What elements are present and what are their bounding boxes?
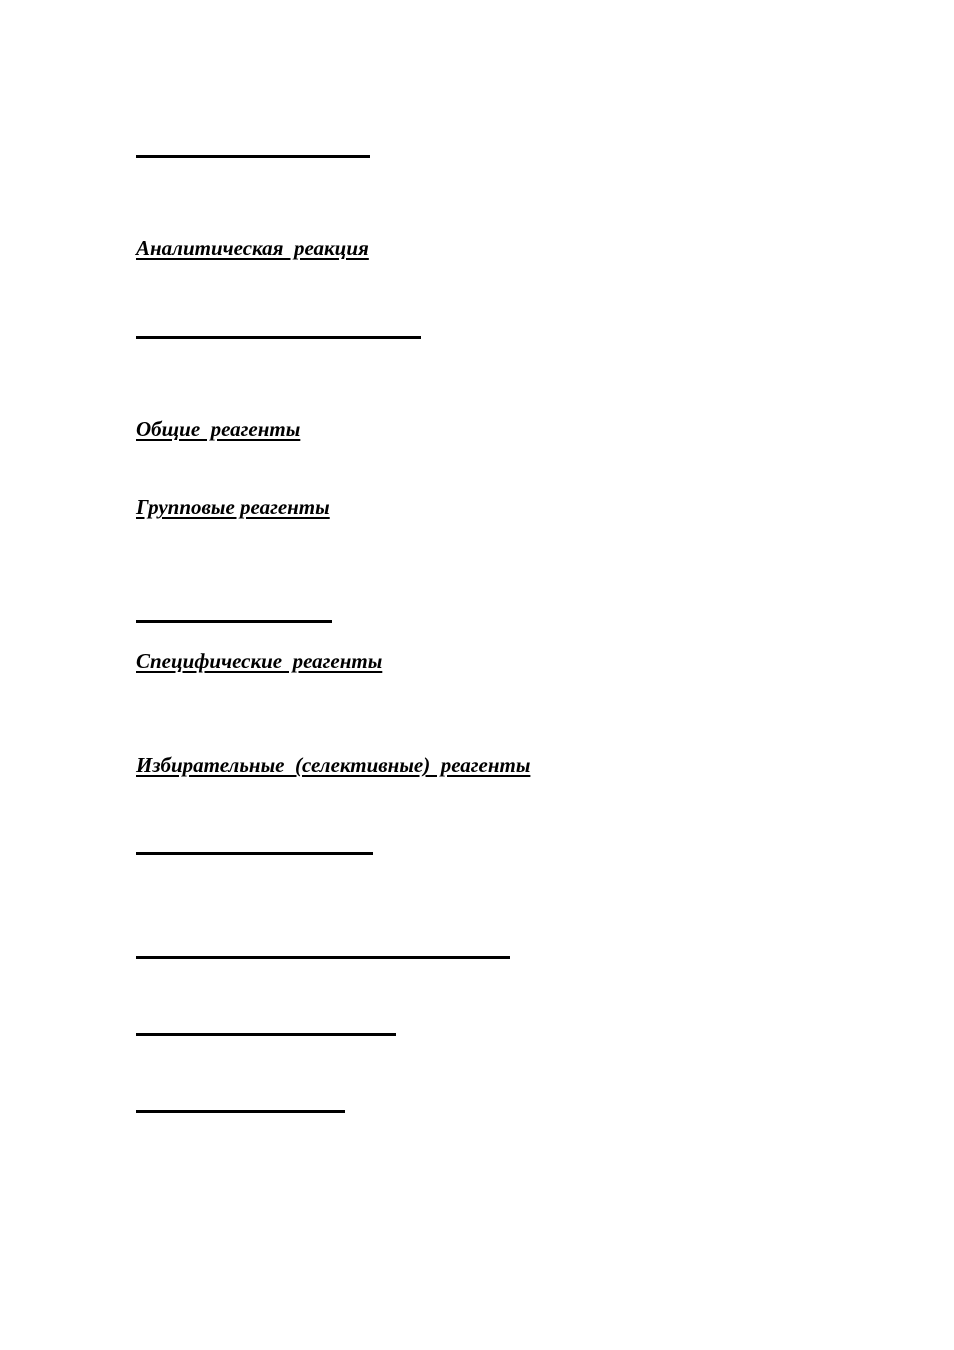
blank-line-4: [136, 852, 373, 855]
term-analytical-reaction: Аналитическая реакция: [136, 236, 369, 260]
term-specific-reagents: Специфические реагенты: [136, 649, 383, 673]
term-selective-reagents: Избирательные (селективные) реагенты: [136, 753, 531, 777]
blank-line-6: [136, 1033, 396, 1036]
blank-line-5: [136, 956, 510, 959]
blank-line-2: [136, 336, 421, 339]
blank-line-1: [136, 155, 370, 158]
blank-line-7: [136, 1110, 345, 1113]
term-general-reagents: Общие реагенты: [136, 417, 301, 441]
term-group-reagents: Групповые реагенты: [136, 495, 330, 519]
blank-line-3: [136, 620, 332, 623]
